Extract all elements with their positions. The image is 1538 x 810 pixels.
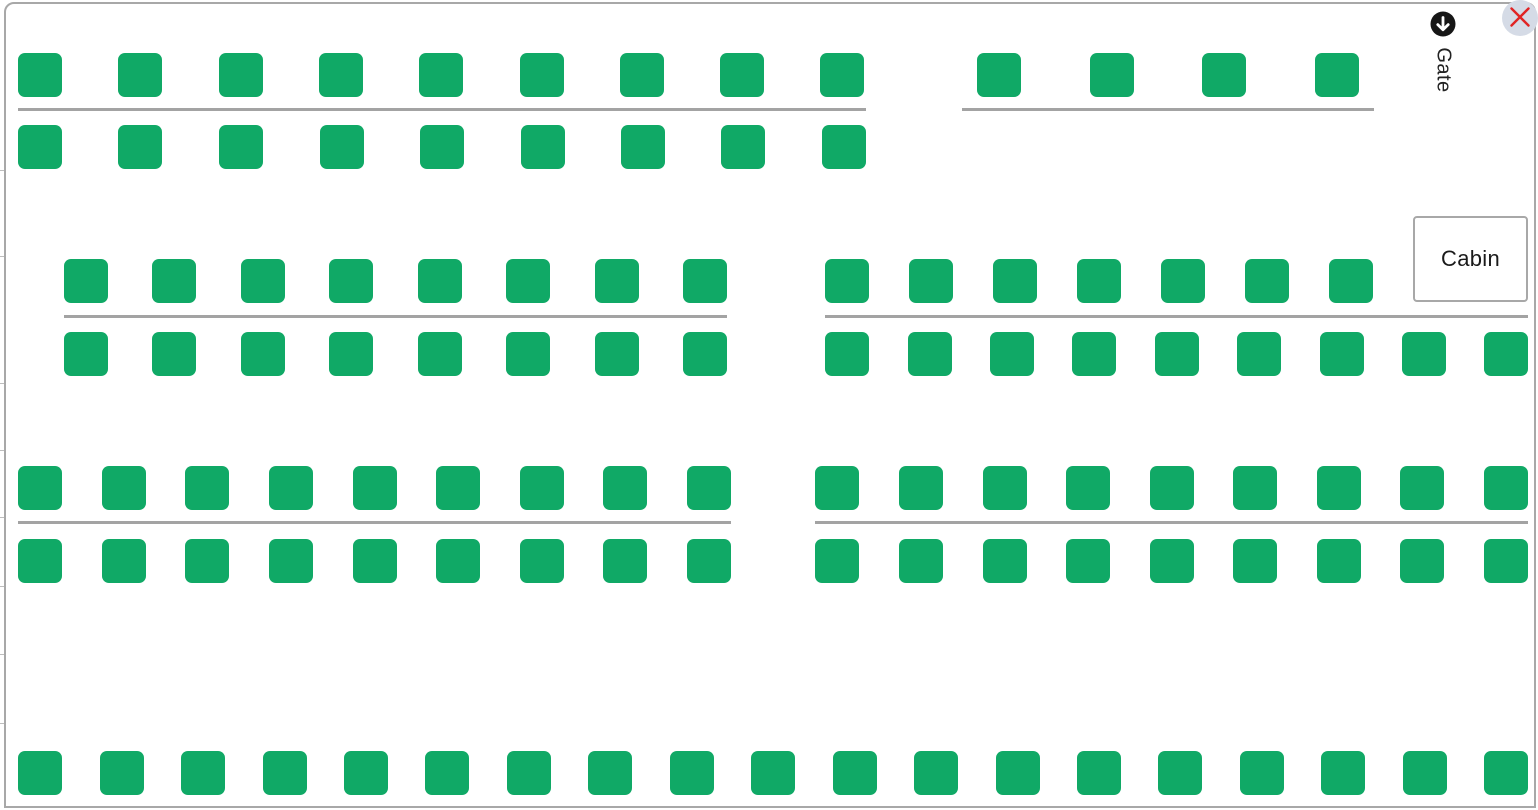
seat-f-1-4[interactable] [1066,466,1110,510]
seat-e-2-3[interactable] [185,539,229,583]
seat-d-2-4[interactable] [1072,332,1116,376]
seat-a-2-9[interactable] [822,125,866,169]
seat-d-1-7[interactable] [1329,259,1373,303]
aisle-divider [64,315,727,318]
seat-d-2-7[interactable] [1320,332,1364,376]
seat-g-1-12[interactable] [914,751,958,795]
seat-e-1-8[interactable] [603,466,647,510]
seat-d-1-4[interactable] [1077,259,1121,303]
close-x-icon [1509,6,1531,28]
aisle-divider [825,315,1528,318]
seat-f-2-9[interactable] [1484,539,1528,583]
seat-a-1-2[interactable] [118,53,162,97]
seat-f-2-4[interactable] [1066,539,1110,583]
seat-g-1-13[interactable] [996,751,1040,795]
seat-a-2-7[interactable] [621,125,665,169]
seat-e-1-1[interactable] [18,466,62,510]
seat-c-2-3[interactable] [241,332,285,376]
seat-f-1-7[interactable] [1317,466,1361,510]
seat-a-2-1[interactable] [18,125,62,169]
seat-e-1-5[interactable] [353,466,397,510]
seat-g-1-19[interactable] [1484,751,1528,795]
seat-e-2-9[interactable] [687,539,731,583]
seat-c-1-2[interactable] [152,259,196,303]
seat-d-1-5[interactable] [1161,259,1205,303]
seat-f-2-3[interactable] [983,539,1027,583]
seat-d-2-2[interactable] [908,332,952,376]
seat-d-1-6[interactable] [1245,259,1289,303]
seat-a-1-8[interactable] [720,53,764,97]
seat-a-2-6[interactable] [521,125,565,169]
seat-d-2-5[interactable] [1155,332,1199,376]
seat-e-1-4[interactable] [269,466,313,510]
seat-f-2-1[interactable] [815,539,859,583]
seat-e-1-3[interactable] [185,466,229,510]
seat-c-1-3[interactable] [241,259,285,303]
seat-f-2-8[interactable] [1400,539,1444,583]
seat-c-2-1[interactable] [64,332,108,376]
seat-g-1-2[interactable] [100,751,144,795]
seat-g-1-5[interactable] [344,751,388,795]
seat-a-2-8[interactable] [721,125,765,169]
cabin-label: Cabin [1441,246,1500,271]
seat-e-2-2[interactable] [102,539,146,583]
seat-c-1-8[interactable] [683,259,727,303]
gate-indicator [1428,10,1458,100]
seat-c-2-6[interactable] [506,332,550,376]
seat-f-2-2[interactable] [899,539,943,583]
cabin-box [1413,216,1528,302]
seat-c-1-6[interactable] [506,259,550,303]
seat-c-2-4[interactable] [329,332,373,376]
seat-e-2-5[interactable] [353,539,397,583]
seat-d-2-9[interactable] [1484,332,1528,376]
seat-f-1-1[interactable] [815,466,859,510]
seat-f-1-8[interactable] [1400,466,1444,510]
seat-d-1-2[interactable] [909,259,953,303]
seat-a-1-7[interactable] [620,53,664,97]
aisle-divider [18,108,866,111]
seat-map-frame [4,2,1536,808]
seat-g-1-16[interactable] [1240,751,1284,795]
seat-a-2-4[interactable] [320,125,364,169]
seat-g-1-17[interactable] [1321,751,1365,795]
seat-e-1-9[interactable] [687,466,731,510]
seat-g-1-14[interactable] [1077,751,1121,795]
seat-e-2-8[interactable] [603,539,647,583]
seat-e-2-4[interactable] [269,539,313,583]
arrow-down-circle-icon [1430,11,1456,37]
seat-a-1-6[interactable] [520,53,564,97]
seat-a-1-5[interactable] [419,53,463,97]
seat-d-2-8[interactable] [1402,332,1446,376]
aisle-divider [962,108,1374,111]
seat-e-1-6[interactable] [436,466,480,510]
seat-e-2-7[interactable] [520,539,564,583]
seat-e-1-2[interactable] [102,466,146,510]
seat-a-1-9[interactable] [820,53,864,97]
seat-g-1-15[interactable] [1158,751,1202,795]
seat-e-2-6[interactable] [436,539,480,583]
seat-c-2-5[interactable] [418,332,462,376]
seat-g-1-9[interactable] [670,751,714,795]
close-button[interactable] [1502,0,1538,36]
seat-b-1-2[interactable] [1090,53,1134,97]
seat-b-1-1[interactable] [977,53,1021,97]
seat-f-2-5[interactable] [1150,539,1194,583]
gate-label: Gate [1432,47,1455,93]
seat-f-1-5[interactable] [1150,466,1194,510]
seat-c-1-7[interactable] [595,259,639,303]
seat-a-2-3[interactable] [219,125,263,169]
seat-d-2-6[interactable] [1237,332,1281,376]
seat-d-1-1[interactable] [825,259,869,303]
seat-e-1-7[interactable] [520,466,564,510]
seat-g-1-10[interactable] [751,751,795,795]
seat-a-1-4[interactable] [319,53,363,97]
seat-c-2-8[interactable] [683,332,727,376]
seat-g-1-8[interactable] [588,751,632,795]
seat-g-1-7[interactable] [507,751,551,795]
seat-e-2-1[interactable] [18,539,62,583]
seat-c-1-5[interactable] [418,259,462,303]
seat-a-2-5[interactable] [420,125,464,169]
seat-g-1-4[interactable] [263,751,307,795]
aisle-divider [815,521,1528,524]
seat-g-1-1[interactable] [18,751,62,795]
seat-f-1-2[interactable] [899,466,943,510]
seat-f-1-6[interactable] [1233,466,1277,510]
seat-c-2-2[interactable] [152,332,196,376]
seat-a-1-3[interactable] [219,53,263,97]
seat-c-2-7[interactable] [595,332,639,376]
seat-d-2-3[interactable] [990,332,1034,376]
seat-b-1-3[interactable] [1202,53,1246,97]
seat-d-1-3[interactable] [993,259,1037,303]
seat-c-1-4[interactable] [329,259,373,303]
seat-g-1-3[interactable] [181,751,225,795]
seat-b-1-4[interactable] [1315,53,1359,97]
seat-f-2-6[interactable] [1233,539,1277,583]
seat-d-2-1[interactable] [825,332,869,376]
seat-a-1-1[interactable] [18,53,62,97]
seat-g-1-6[interactable] [425,751,469,795]
seat-f-1-9[interactable] [1484,466,1528,510]
seat-g-1-11[interactable] [833,751,877,795]
seat-f-1-3[interactable] [983,466,1027,510]
aisle-divider [18,521,731,524]
seat-g-1-18[interactable] [1403,751,1447,795]
seat-f-2-7[interactable] [1317,539,1361,583]
seat-c-1-1[interactable] [64,259,108,303]
seat-a-2-2[interactable] [118,125,162,169]
